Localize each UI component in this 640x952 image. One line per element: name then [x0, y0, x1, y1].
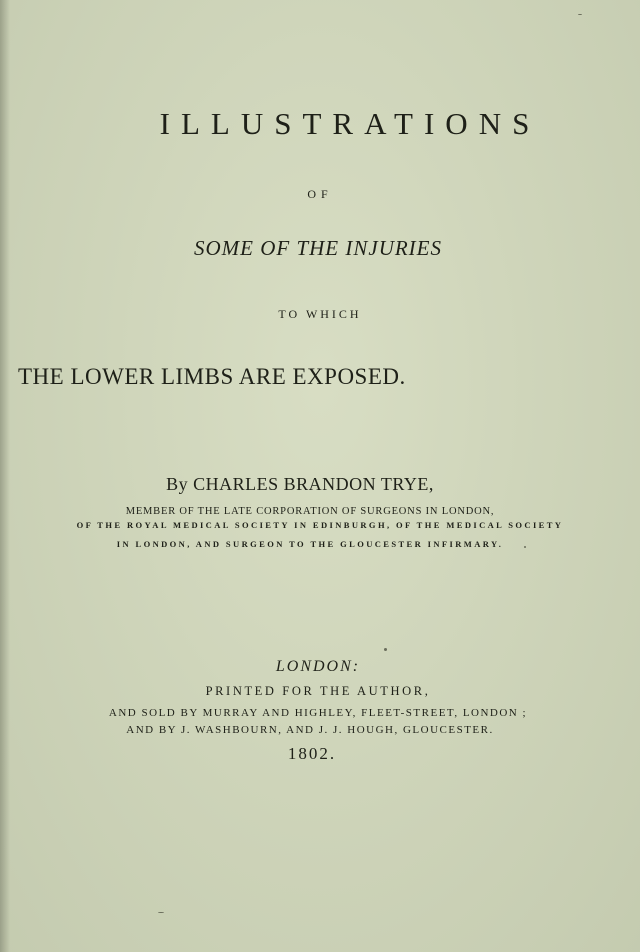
paper-speck	[524, 546, 526, 548]
author-credential-member: MEMBER OF THE LATE CORPORATION OF SURGEONS IN LONDON,	[125, 506, 495, 517]
imprint-and-by: AND BY J. WASHBOURN, AND J. J. HOUGH, GLOUCESTER.	[126, 724, 494, 736]
book-title: ILLUSTRATIONS	[159, 106, 541, 141]
title-connector-of: OF	[307, 187, 333, 201]
author-credential-society: OF THE ROYAL MEDICAL SOCIETY IN EDINBURGH, OF THE MEDICAL SOCIETY	[76, 520, 564, 530]
paper-speck	[578, 14, 582, 15]
author-credential-surgeon: IN LONDON, AND SURGEON TO THE GLOUCESTER INFIRMARY.	[116, 539, 504, 549]
title-connector-to-which: TO WHICH	[278, 307, 362, 321]
imprint-place: LONDON:	[275, 658, 361, 675]
subtitle-italic: SOME OF THE INJURIES	[193, 236, 443, 260]
subtitle-main: THE LOWER LIMBS ARE EXPOSED.	[18, 364, 406, 389]
imprint-printed-for: PRINTED FOR THE AUTHOR,	[205, 684, 431, 698]
paper-speck	[158, 912, 164, 913]
imprint-sold-by: AND SOLD BY MURRAY AND HIGHLEY, FLEET-STREET, LONDON ;	[108, 707, 528, 719]
paper-speck	[384, 648, 387, 651]
imprint-year: 1802.	[287, 744, 337, 763]
author-byline: By CHARLES BRANDON TRYE,	[166, 474, 434, 494]
